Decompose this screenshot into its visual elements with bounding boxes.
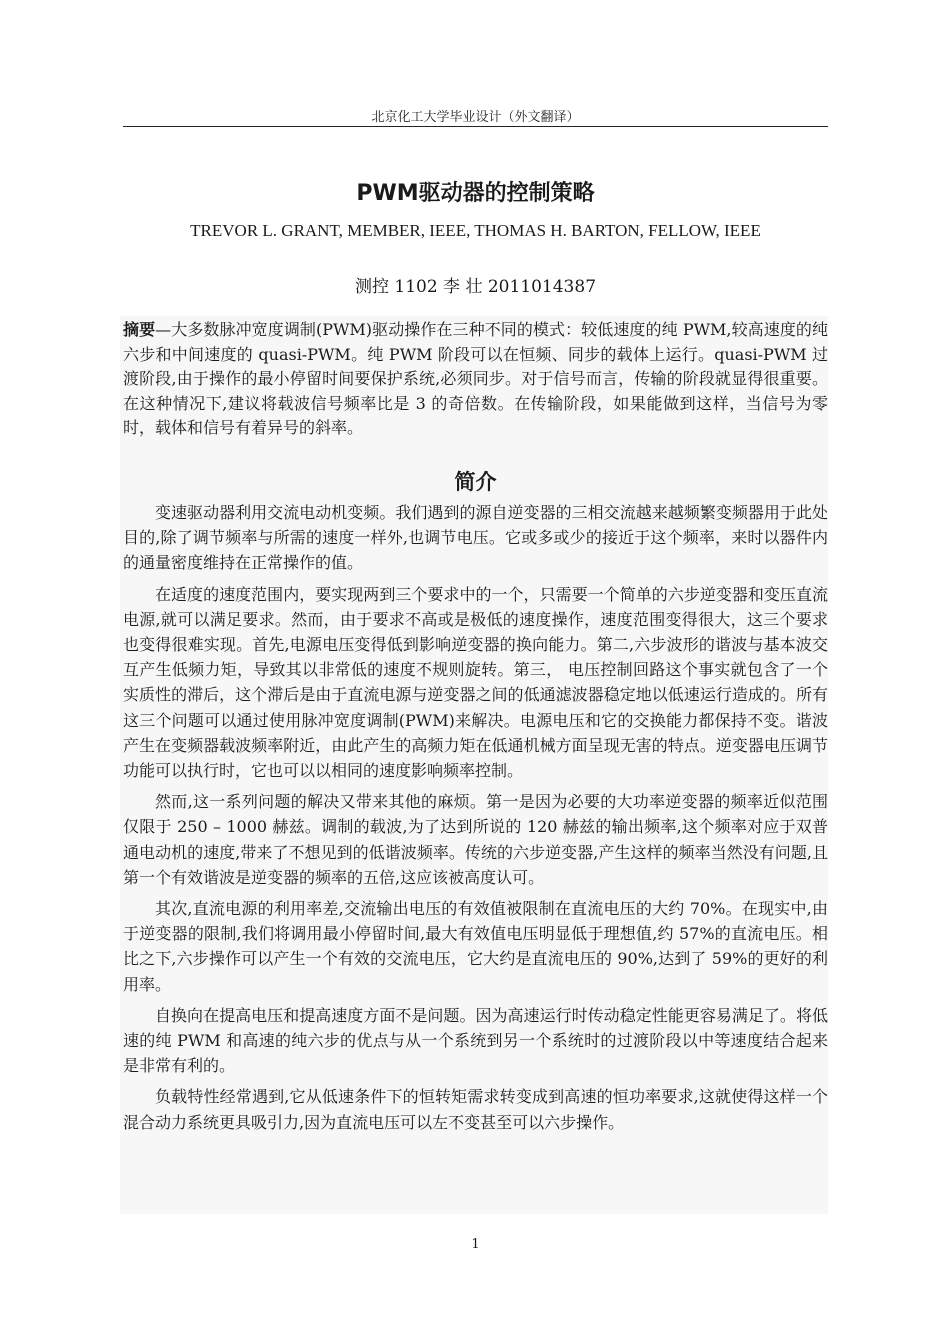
section-title-introduction: 简介 xyxy=(454,469,497,494)
abstract xyxy=(123,318,828,441)
abstract-label: 摘要 xyxy=(123,320,156,339)
paragraph: 在适度的速度范围内，要实现两到三个要求中的一个，只需要一个简单的六步逆变器和变压直流电源,就可以满足要求。然而，由于要求不高或是极低的速度操作，速度范围变得很大，这三个要求也变得很难实现。首先,电源电压变得低到影响逆变器的换向能力。第二,六步波形的谐波与基本波交互产生低频力矩，导致其以非常低的速度不规则旋转。第三， 电压控制回路这个事实就包含了一个实质性的滞后，这个滞后是由于直流电源与逆变器之间的低通滤波器稳定地以低速运行造成的。所有这三个问题可以通过使用脉冲宽度调制(PWM)来解决。电源电压和它的交换能力都保持不变。谐波产生在变频器载波频率附近，由此产生的高频力矩在低通机械方面呈现无害的特点。逆变器电压调节功能可以执行时，它也可以以相同的速度影响频率控制。 xyxy=(123,584,828,781)
document-title: PWM驱动器的控制策略 xyxy=(356,181,595,206)
paragraph: 然而,这一系列问题的解决又带来其他的麻烦。第一是因为必要的大功率逆变器的频率近似范围仅限于 250 – 1000 赫兹。调制的载波,为了达到所说的 120 赫兹的输出频率,这个频率对应于双普通电动机的速度,带来了不想见到的低谐波频率。传统的六步逆变器,产生这样的频率当然没有问题,且第一个有效谐波是逆变器的频率的五倍,这应该被高度认可。 xyxy=(123,792,828,887)
paragraph: 负载特性经常遇到,它从低速条件下的恒转矩需求转变成到高速的恒功率要求,这就使得这样一个混合动力系统更具吸引力,因为直流电压可以左不变甚至可以六步操作。 xyxy=(123,1087,828,1132)
authors-line: TREVOR L. GRANT, MEMBER, IEEE, THOMAS H. BARTON, FELLOW, IEEE xyxy=(190,221,761,240)
header-rule xyxy=(123,126,828,127)
page-number: 1 xyxy=(471,1237,480,1252)
page-header: 北京化工大学毕业设计（外文翻译） xyxy=(371,110,580,125)
paragraph: 其次,直流电源的利用率差,交流输出电压的有效值被限制在直流电压的大约 70%。在现实中,由于逆变器的限制,我们将调用最小停留时间,最大有效值电压明显低于理想值,约 57%的直流电压。相比之下,六步操作可以产生一个有效的交流电压，它大约是直流电压的 90%,达到了 59%的更好的利用率。 xyxy=(123,899,828,994)
paragraph: 变速驱动器利用交流电动机变频。我们遇到的源自逆变器的三相交流越来越频繁变频器用于此处目的,除了调节频率与所需的速度一样外,也调节电压。它或多或少的接近于这个频率，来时以器件内的通量密度维持在正常操作的值。 xyxy=(123,503,828,573)
introduction-body xyxy=(123,500,828,1141)
paragraph: 自换向在提高电压和提高速度方面不是问题。因为高速运行时传动稳定性能更容易满足了。将低速的纯 PWM 和高速的纯六步的优点与从一个系统到另一个系统时的过渡阶段以中等速度结合起来是非常有利的。 xyxy=(123,1005,828,1076)
abstract-text: —大多数脉冲宽度调制(PWM)驱动操作在三种不同的模式：较低速度的纯 PWM,较高速度的纯六步和中间速度的 quasi-PWM。纯 PWM 阶段可以在恒频、同步的载体上运行。quasi-PWM 过渡阶段,由于操作的最小停留时间要保护系统,必须同步。对于信号而言，传输的阶段就显得很重要。在这种情况下,建议将载波信号频率比是 3 的奇倍数。在传输阶段，如果能做到这样，当信号为零时，载体和信号有着异号的斜率。 xyxy=(123,320,828,438)
student-info: 测控 1102 李 壮 2011014387 xyxy=(354,277,597,297)
